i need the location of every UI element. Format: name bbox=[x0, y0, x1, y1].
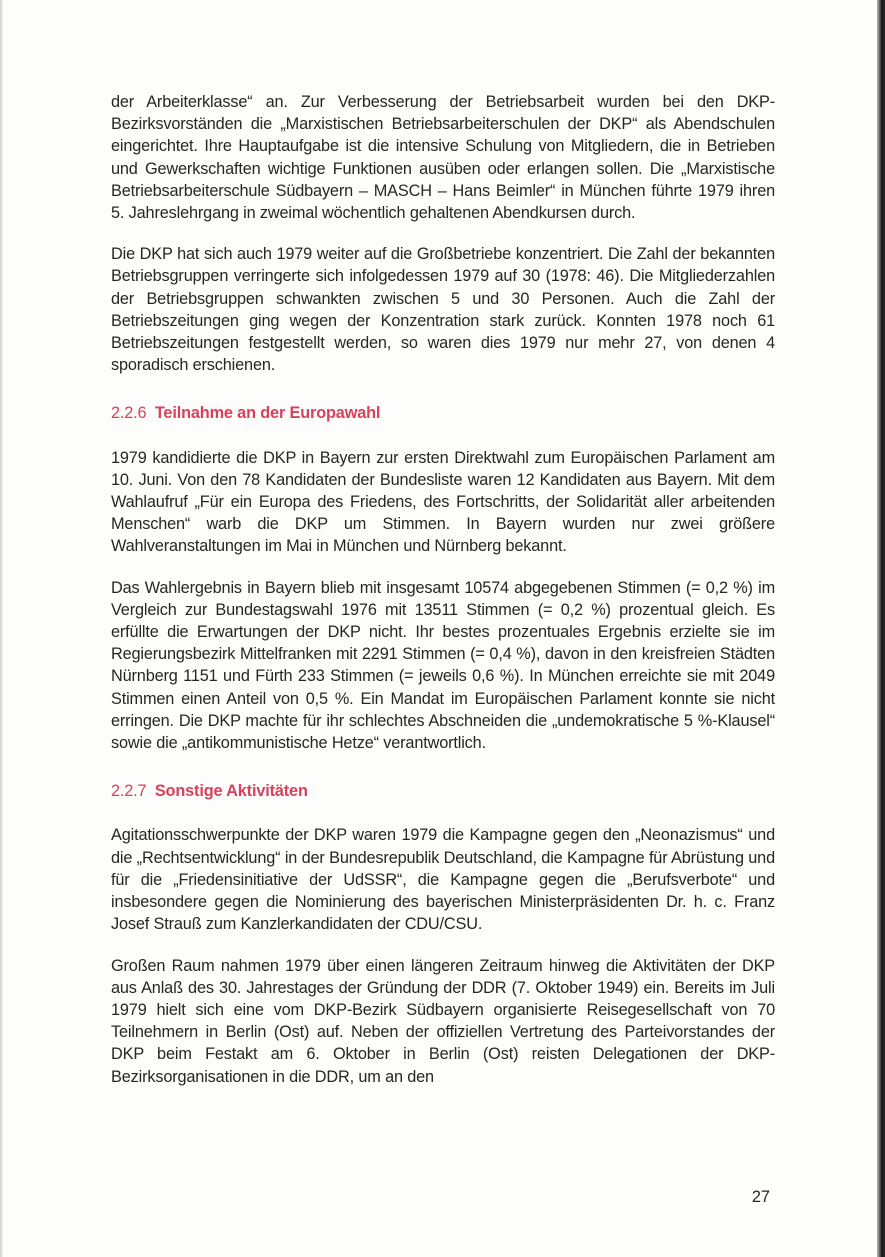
section-title: Teilnahme an der Europawahl bbox=[154, 404, 381, 423]
sonstige-paragraph-2: Großen Raum nahmen 1979 über einen längeren Zeitraum hinweg die Aktivitäten der DKP aus Anlaß des 30. Jahrestages der Gründung der DDR (7. Oktober 1949) ein. Bereits im Juli 1979 hielt sich eine vom DKP-Bezirk Südbayern organisierte Reisegesellschaft von 70 Teilnehmern in Berlin (Ost) auf. Neben der offiziellen Vertretung des Parteivorstandes der DKP beim Festakt am 6. Oktober in Berlin (Ost) reisten Delegationen der DKP-Bezirksorganisationen in die DDR, um an den bbox=[111, 956, 775, 1086]
europawahl-paragraph-2: Das Wahlergebnis in Bayern blieb mit insgesamt 10574 abgegebenen Stimmen (= 0,2 %) im Vergleich zur Bundestagswahl 1976 mit 13511 Stimmen (= 0,2 %) prozentual gleich. Es erfüllte die Erwartungen der DKP nicht. Ihr bestes prozentuales Ergebnis erzielte sie im Regierungsbezirk Mittelfranken mit 2291 Stimmen (= 0,4 %), davon in den kreisfreien Städten Nürnberg 1151 und Fürth 233 Stimmen (= jeweils 0,6 %). In München erreichte sie mit 2049 Stimmen einen Anteil von 0,5 %. Ein Mandat im Europäischen Parlament konnte sie nicht erringen. Die DKP machte für ihr schlechtes Abschneiden die „undemokratische 5 %-Klausel“ sowie die „antikommunistische Hetze“ verantwortlich. bbox=[111, 578, 775, 753]
section-heading-europawahl bbox=[111, 402, 775, 424]
intro-paragraph-1: der Arbeiterklasse“ an. Zur Verbesserung der Betriebsarbeit wurden bei den DKP-Bezirksvorständen die „Marxistischen Betriebsarbeiterschulen der DKP“ als Abendschulen eingerichtet. Ihre Hauptaufgabe ist die intensive Schulung von Mitgliedern, die in Betrieben und Gewerkschaften wichtige Funktionen ausüben oder erlangen sollen. Die „Marxistische Betriebsarbeiterschule Südbayern – MASCH – Hans Beimler“ in München führte 1979 ihren 5. Jahreslehrgang in zweimal wöchentlich gehaltenen Abendkursen durch. bbox=[111, 93, 775, 223]
page-left-edge bbox=[0, 0, 3, 1257]
section-title: Sonstige Aktivitäten bbox=[154, 782, 308, 801]
europawahl-paragraph-1: 1979 kandidierte die DKP in Bayern zur ersten Direktwahl zum Europäischen Parlament am 10. Juni. Von den 78 Kandidaten der Bundesliste waren 12 Kandidaten aus Bayern. Mit dem Wahlaufruf „Für ein Europa des Friedens, des Fortschritts, der Solidarität aller arbeitenden Menschen“ warb die DKP um Stimmen. In Bayern wurden nur zwei größere Wahlveranstaltungen im Mai in München und Nürnberg bekannt. bbox=[111, 448, 775, 556]
page-body bbox=[111, 91, 775, 1088]
page-binding-edge bbox=[877, 0, 885, 1257]
sonstige-paragraph-1: Agitationsschwerpunkte der DKP waren 1979 die Kampagne gegen den „Neonazismus“ und die „Rechtsentwicklung“ in der Bundesrepublik Deutschland, die Kampagne für Abrüstung und für die „Friedensinitiative der UdSSR“, die Kampagne gegen die „Berufsverbote“ und insbesondere gegen die Nominierung des bayerischen Ministerpräsidenten Dr. h. c. Franz Josef Strauß zum Kanzlerkandidaten der CDU/CSU. bbox=[111, 826, 775, 934]
page-number: 27 bbox=[751, 1188, 770, 1206]
section-number: 2.2.6 bbox=[111, 404, 147, 423]
section-heading-sonstige bbox=[111, 780, 775, 802]
intro-paragraph-2: Die DKP hat sich auch 1979 weiter auf die Großbetriebe konzentriert. Die Zahl der bekannten Betriebsgruppen verringerte sich infolgedessen 1979 auf 30 (1978: 46). Die Mitgliederzahlen der Betriebsgruppen schwankten zwischen 5 und 30 Personen. Auch die Zahl der Betriebszeitungen ging wegen der Konzentration stark zurück. Konnten 1978 noch 61 Betriebszeitungen festgestellt werden, so waren dies 1979 nur mehr 27, von denen 4 sporadisch erschienen. bbox=[111, 245, 775, 375]
section-number: 2.2.7 bbox=[111, 782, 147, 801]
